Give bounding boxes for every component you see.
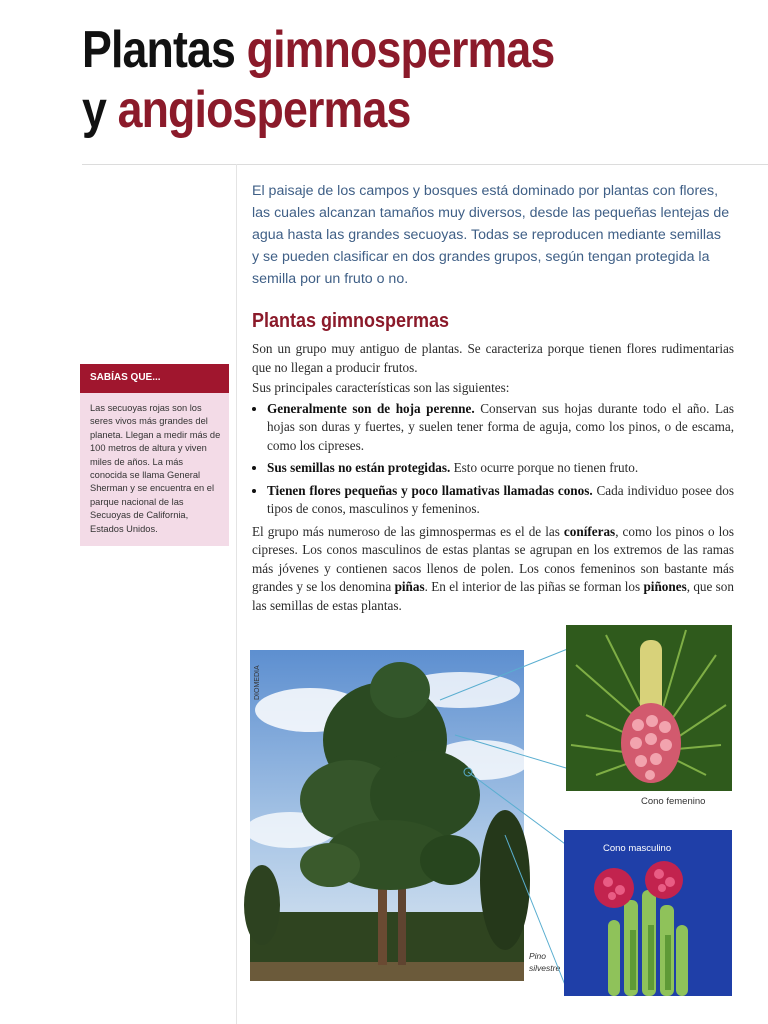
- title-word-y: y: [82, 81, 118, 139]
- male-cone-illustration: [564, 830, 732, 996]
- list-item-bold: Sus semillas no están protegidas.: [267, 460, 451, 475]
- female-cone-caption: Cono femenino: [641, 796, 706, 807]
- list-item-bold: Tienen flores pequeñas y poco llamativas llamadas conos.: [267, 482, 593, 498]
- male-cone-closeup: [564, 830, 732, 996]
- section-title: Plantas gimnospermas: [252, 310, 450, 332]
- title-word-gimnospermas: gimnospermas: [246, 21, 555, 79]
- list-item-text: Cada individuo posee dos tipos de conos, masculinos y femeninos.: [267, 482, 735, 516]
- pine-caption: Pino silvestre: [529, 951, 561, 973]
- list-item-text: Conservan sus hojas durante todo el año. Las hojas son duras y fuertes, y suelen tener forma de aguja, como los pinos, o de escama, como los cipreses.: [267, 400, 735, 453]
- list-item-bold: Generalmente son de hoja perenne.: [267, 400, 475, 416]
- term-pinas: piñas: [394, 579, 425, 594]
- did-you-know-heading: SABÍAS QUE...: [80, 364, 229, 393]
- did-you-know-text: Las secuoyas rojas son los seres vivos más grandes del planeta. Llegan a medir más de 100 metros de altura y viven miles de años. La más conocida se llama General Sherman y se encuentra en el parque nacional de las Secuoyas de California, Estados Unidos.: [90, 403, 221, 534]
- title-word-angiospermas: angiospermas: [117, 81, 411, 139]
- term-coniferas: coníferas: [563, 523, 616, 539]
- body-paragraph-2: Sus principales características son las siguientes:: [252, 380, 510, 395]
- photo-credit: DIOMEDIA: [254, 665, 261, 700]
- female-cone-closeup: [566, 625, 732, 791]
- title-word-plantas: Plantas: [82, 21, 247, 79]
- text-run: . En el interior de las piñas se forman los: [424, 579, 644, 594]
- text-run: , como los pinos o los cipreses. Los conos masculinos de estas plantas se agrupan en los extremos de las ramas más jóvenes y contienen sacos llenos de polen. Los conos femeninos son bastante más grandes y se los denomina: [252, 523, 735, 594]
- text-run: , que son las semillas de estas plantas.: [252, 579, 734, 613]
- body-paragraph-1: Son un grupo muy antiguo de plantas. Se caracteriza porque tienen flores rudimentarias que no llegan a producir frutos.: [252, 341, 734, 375]
- list-item-text: Esto ocurre porque no tienen fruto.: [450, 460, 639, 475]
- intro-paragraph: El paisaje de los campos y bosques está dominado por plantas con flores, las cuales alcanzan tamaños muy diversos, desde las pequeñas lentejas de agua hasta las grandes secuoyas. Todas se reproducen mediante semillas y se pueden clasificar en dos grandes grupos, según tengan protegida la semilla por un fruto o no.: [252, 183, 730, 287]
- female-cone-illustration: [566, 625, 732, 791]
- male-cone-caption: Cono masculino: [603, 843, 672, 854]
- text-run: El grupo más numeroso de las gimnospermas es el de las: [252, 523, 564, 539]
- term-pinones: piñones: [643, 579, 687, 594]
